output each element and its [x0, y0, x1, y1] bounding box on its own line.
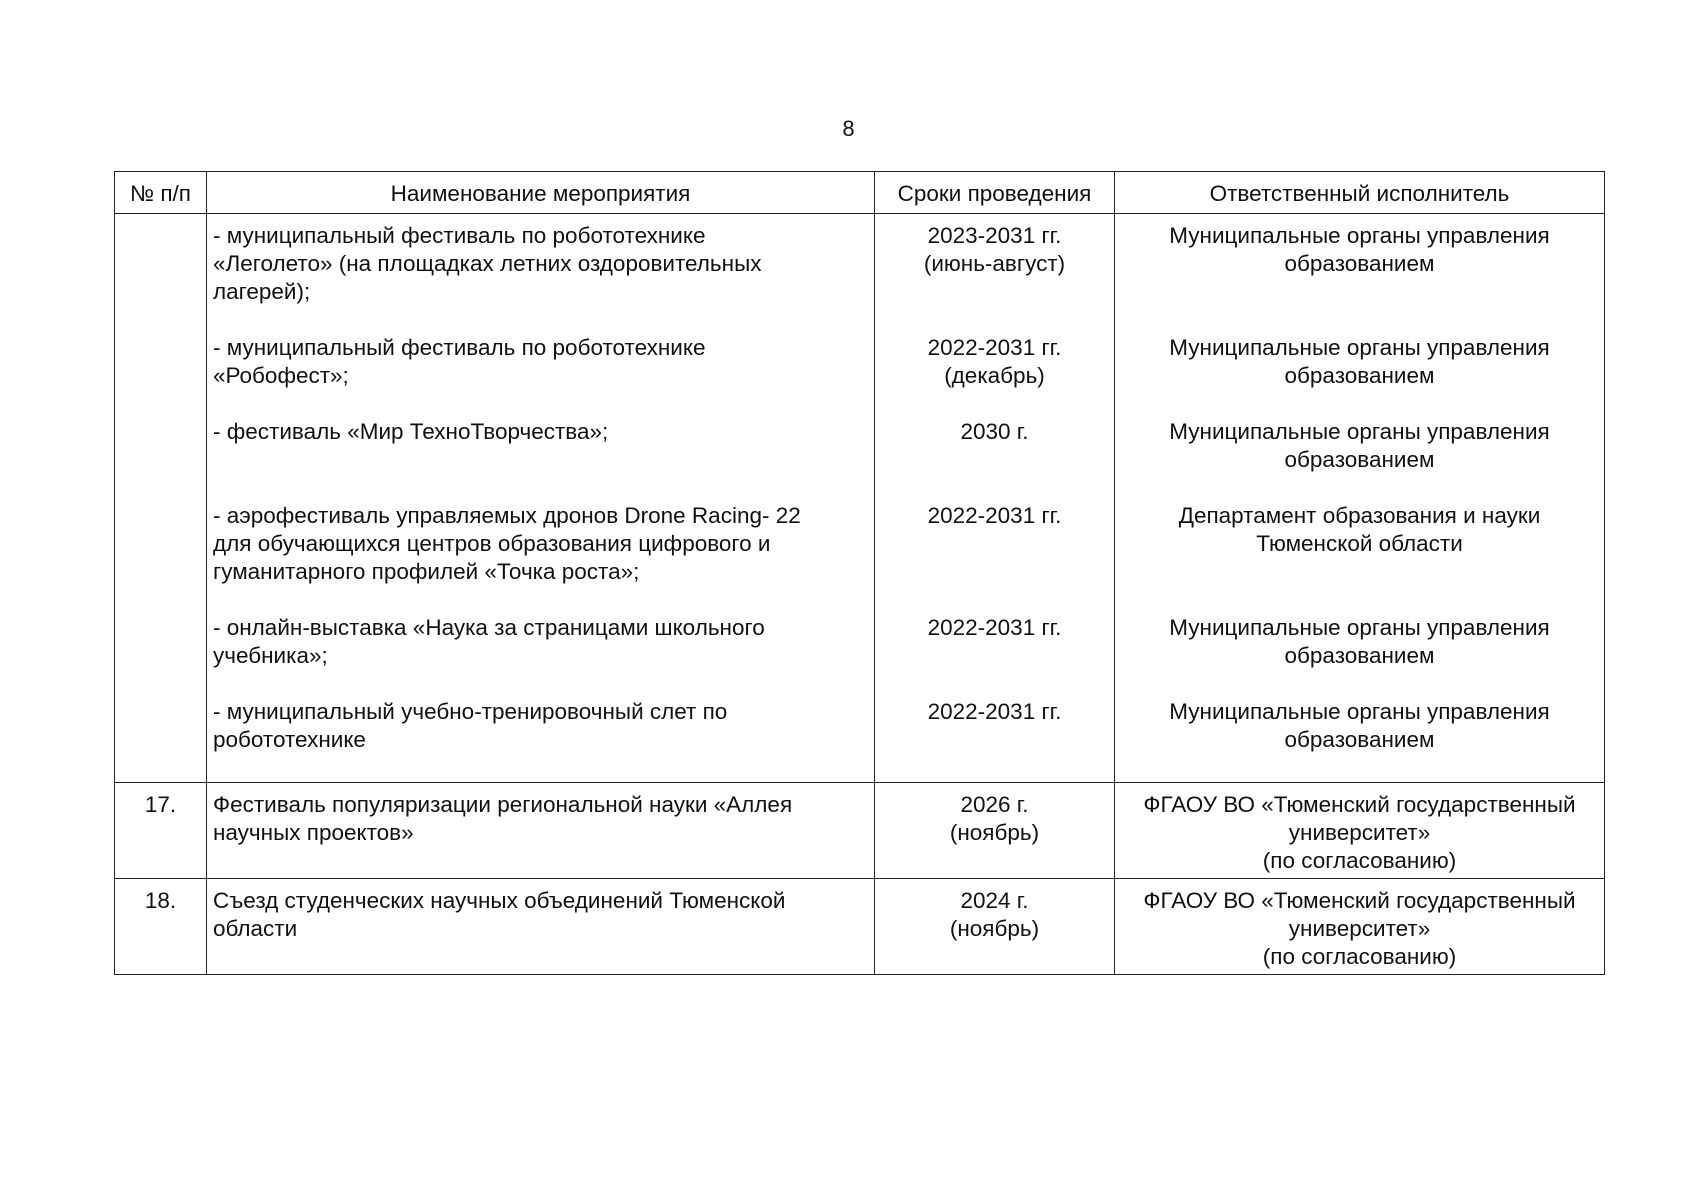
sub-item-name: - муниципальный учебно-тренировочный слет по робототехнике [213, 699, 728, 752]
sub-item-dates: 2022-2031 гг. [927, 503, 1062, 528]
table-row [115, 783, 1605, 879]
sub-item-name: - аэрофестиваль управляемых дронов Drone Racing- 22 для обучающихся центров образования цифрового и гуманитарного профилей «Точка роста»; [213, 503, 801, 584]
event-dates-text: 2026 г. (ноябрь) [949, 792, 1040, 845]
event-dates [875, 879, 1115, 975]
page-number: 8 [842, 116, 855, 141]
sub-item [1119, 502, 1600, 586]
sub-item [1119, 222, 1600, 306]
sub-item [1119, 698, 1600, 754]
event-dates-text: 2024 г. (ноябрь) [949, 888, 1040, 941]
table-row [115, 879, 1605, 975]
responsible-cell [1115, 214, 1605, 783]
sub-item [213, 698, 868, 754]
sub-item [875, 418, 1114, 474]
row-num-empty [115, 214, 207, 783]
sub-item [875, 502, 1114, 586]
sub-item [1119, 334, 1600, 390]
sub-item-dates: 2022-2031 гг. [927, 699, 1062, 724]
event-name-cell [207, 214, 875, 783]
table-header-row [115, 172, 1605, 214]
event-responsible-text: ФГАОУ ВО «Тюменский государственный университет» (по согласованию) [1143, 888, 1576, 969]
sub-item [875, 334, 1114, 390]
sub-item [213, 334, 868, 390]
events-table [114, 171, 1605, 975]
sub-item-responsible: Муниципальные органы управления образованием [1169, 699, 1550, 752]
event-dates [875, 783, 1115, 879]
row-num: 17. [115, 783, 207, 879]
row-num: 18. [115, 879, 207, 975]
sub-item [213, 222, 868, 306]
sub-item [1119, 614, 1600, 670]
sub-item [1119, 418, 1600, 474]
event-name-text: Фестиваль популяризации региональной науки «Аллея научных проектов» [213, 792, 793, 845]
sub-item-responsible: Муниципальные органы управления образованием [1169, 223, 1550, 276]
header-dates: Сроки проведения [875, 172, 1115, 214]
sub-item-responsible: Департамент образования и науки Тюменской области [1178, 503, 1541, 556]
table-row-continued [115, 214, 1605, 783]
event-name [207, 783, 875, 879]
event-responsible [1115, 783, 1605, 879]
sub-item-responsible: Муниципальные органы управления образованием [1169, 335, 1550, 388]
sub-item [875, 614, 1114, 670]
header-num: № п/п [115, 172, 207, 214]
sub-item [213, 418, 868, 474]
header-event-name: Наименование мероприятия [207, 172, 875, 214]
sub-item-responsible: Муниципальные органы управления образованием [1169, 419, 1550, 472]
event-name-text: Съезд студенческих научных объединений Тюменской области [213, 888, 786, 941]
sub-item-dates: 2022-2031 гг. [927, 615, 1062, 640]
sub-item-name: - муниципальный фестиваль по робототехнике «Леголето» (на площадках летних оздоровительных лагерей); [213, 223, 762, 304]
sub-item [213, 502, 868, 586]
header-responsible: Ответственный исполнитель [1115, 172, 1605, 214]
sub-item-responsible: Муниципальные органы управления образованием [1169, 615, 1550, 668]
sub-item-dates: 2023-2031 гг. (июнь-август) [923, 223, 1066, 276]
sub-item [213, 614, 868, 670]
event-responsible-text: ФГАОУ ВО «Тюменский государственный университет» (по согласованию) [1143, 792, 1576, 873]
event-name [207, 879, 875, 975]
sub-item-name: - фестиваль «Мир ТехноТворчества»; [213, 419, 609, 444]
sub-item-name: - муниципальный фестиваль по робототехнике «Робофест»; [213, 335, 706, 388]
sub-item [875, 698, 1114, 754]
sub-item [875, 222, 1114, 306]
sub-item-dates: 2022-2031 гг. (декабрь) [927, 335, 1062, 388]
sub-item-name: - онлайн-выставка «Наука за страницами школьного учебника»; [213, 615, 765, 668]
sub-item-dates: 2030 г. [960, 419, 1029, 444]
dates-cell [875, 214, 1115, 783]
event-responsible [1115, 879, 1605, 975]
